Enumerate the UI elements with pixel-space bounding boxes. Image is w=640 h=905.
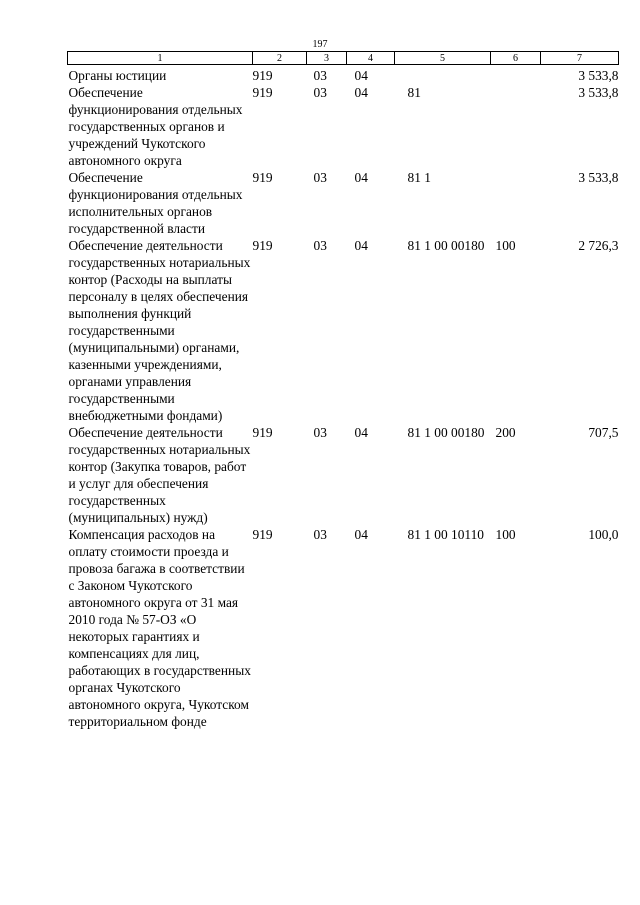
row-col3: 03 bbox=[313, 425, 327, 440]
row-col5: 81 1 00 00180 bbox=[407, 238, 485, 253]
row-name: Органы юстиции bbox=[68, 68, 167, 83]
row-col6 bbox=[491, 169, 541, 237]
row-col2: 919 bbox=[252, 170, 273, 185]
row-name: Обеспечение функционирования отдельных исполнительных органов государственной власти bbox=[68, 170, 243, 236]
row-amount: 2 726,3 bbox=[578, 238, 619, 253]
row-amount: 707,5 bbox=[588, 425, 619, 440]
row-name: Обеспечение деятельности государственных нотариальных контор (Закупка товаров, работ и услуг для обеспечения государственных (муниципальных) нужд) bbox=[68, 425, 251, 525]
header-col-7: 7 bbox=[541, 52, 619, 65]
row-col5: 81 1 bbox=[407, 170, 431, 185]
row-col2: 919 bbox=[252, 85, 273, 100]
header-col-6: 6 bbox=[491, 52, 541, 65]
row-col5 bbox=[395, 65, 491, 85]
page-number: 197 bbox=[312, 39, 328, 50]
row-amount: 100,0 bbox=[588, 527, 619, 542]
row-col6 bbox=[491, 65, 541, 85]
table-row bbox=[68, 237, 619, 424]
row-col3: 03 bbox=[313, 527, 327, 542]
row-col6: 100 bbox=[495, 238, 516, 253]
budget-table bbox=[67, 51, 619, 730]
header-col-4: 4 bbox=[347, 52, 395, 65]
row-amount: 3 533,8 bbox=[578, 170, 619, 185]
row-col2: 919 bbox=[252, 425, 273, 440]
row-col4: 04 bbox=[354, 527, 368, 542]
row-col6: 100 bbox=[495, 527, 516, 542]
row-col3: 03 bbox=[313, 68, 327, 83]
row-col3: 03 bbox=[313, 238, 327, 253]
header-col-2: 2 bbox=[253, 52, 307, 65]
header-row bbox=[68, 52, 619, 65]
row-col6: 200 bbox=[495, 425, 516, 440]
table-row bbox=[68, 84, 619, 169]
row-col4: 04 bbox=[354, 425, 368, 440]
row-col4: 04 bbox=[354, 238, 368, 253]
row-amount: 3 533,8 bbox=[578, 68, 619, 83]
row-col2: 919 bbox=[252, 238, 273, 253]
table-header bbox=[68, 52, 619, 65]
row-name: Обеспечение функционирования отдельных государственных органов и учреждений Чукотского автономного округа bbox=[68, 85, 243, 168]
header-col-1: 1 bbox=[68, 52, 253, 65]
row-col5: 81 bbox=[407, 85, 421, 100]
table-row bbox=[68, 526, 619, 730]
row-col2: 919 bbox=[252, 68, 273, 83]
row-col2: 919 bbox=[252, 527, 273, 542]
row-amount: 3 533,8 bbox=[578, 85, 619, 100]
table-row bbox=[68, 169, 619, 237]
row-col3: 03 bbox=[313, 85, 327, 100]
row-col3: 03 bbox=[313, 170, 327, 185]
row-name: Обеспечение деятельности государственных нотариальных контор (Расходы на выплаты персоналу в целях обеспечения выполнения функций государственными (муниципальными) органами, казенными учреждениями, органами управления государственными внебюджетными фондами) bbox=[68, 238, 251, 423]
row-name: Компенсация расходов на оплату стоимости проезда и провоза багажа в соответствии с Законом Чукотского автономного округа от 31 мая 2010 года № 57-ОЗ «О некоторых гарантиях и компенсациях для лиц, работающих в государственных органах Чукотского автономного округа, Чукотском территориальном фонде bbox=[68, 527, 251, 729]
row-col5: 81 1 00 00180 bbox=[407, 425, 485, 440]
row-col5: 81 1 00 10110 bbox=[407, 527, 484, 542]
table-row bbox=[68, 424, 619, 526]
row-col4: 04 bbox=[354, 68, 368, 83]
row-col4: 04 bbox=[354, 85, 368, 100]
row-col6 bbox=[491, 84, 541, 169]
table-row bbox=[68, 65, 619, 85]
table-body bbox=[68, 65, 619, 731]
header-col-3: 3 bbox=[307, 52, 347, 65]
header-col-5: 5 bbox=[395, 52, 491, 65]
row-col4: 04 bbox=[354, 170, 368, 185]
